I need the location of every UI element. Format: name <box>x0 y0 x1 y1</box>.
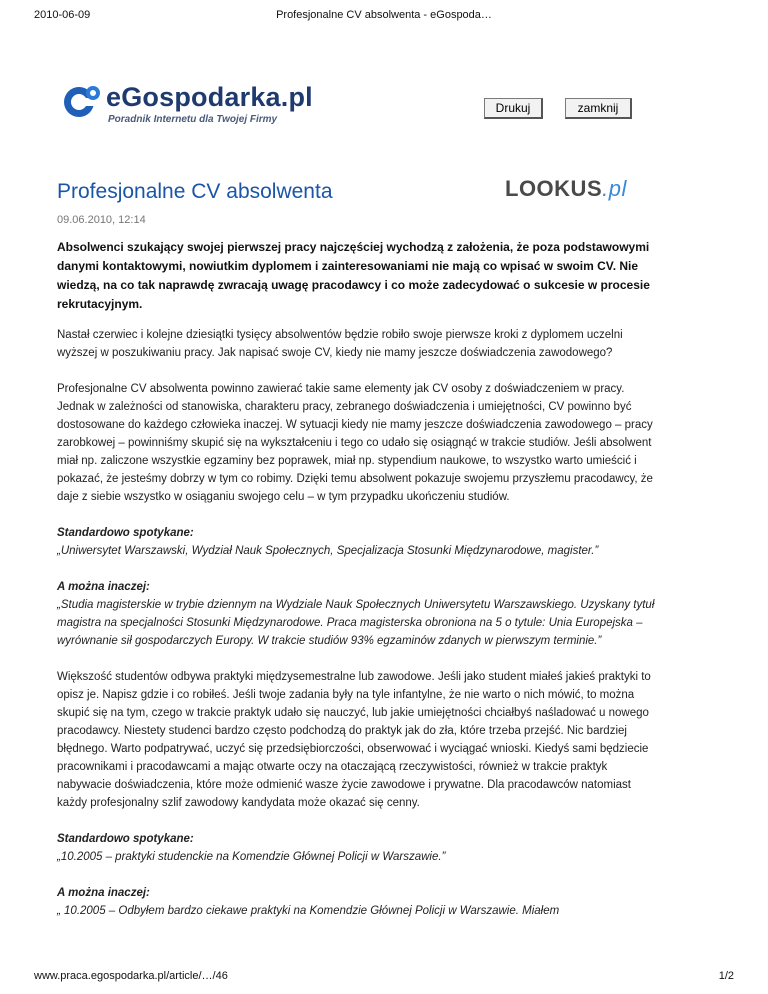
article-date: 09.06.2010, 12:14 <box>57 214 146 226</box>
sponsor-name: LOOKUS <box>505 176 603 201</box>
print-footer <box>34 970 734 986</box>
sponsor-logo[interactable] <box>505 176 627 202</box>
section-quote-4: „ 10.2005 – Odbyłem bardzo ciekawe praktyki na Komendzie Głównej Policji w Warszawie. Miałem <box>57 905 560 917</box>
egospodarka-logo-icon <box>62 82 102 122</box>
section-quote-2: „Studia magisterskie w trybie dziennym na Wydziale Nauk Społecznych Uniwersytetu Warszawskiego. Uzyskany tytuł magistra na specjalności Stosunki Międzynarodowe. Praca magisterska obroniona na 5 o tytule: Unia Europejska – wyrównanie sił gospodarczych Europy. W trakcie studiów 93% egzaminów zdanych w pierwszym terminie.” <box>57 599 655 647</box>
section-heading-2: A można inaczej: <box>57 581 150 593</box>
logo-tagline: Poradnik Internetu dla Twojej Firmy <box>108 114 278 125</box>
article-body <box>57 238 657 938</box>
section-heading-3: Standardowo spotykane: <box>57 833 194 845</box>
paragraph-1: Nastał czerwiec i kolejne dziesiątki tysięcy absolwentów będzie robiło swoje pierwsze kroki z dyplomem uczelni wyższej w poszukiwaniu pracy. Jak napisać swoje CV, kiedy nie mamy jeszcze doświadczenia zawodowego? <box>57 329 623 359</box>
paragraph-3: Większość studentów odbywa praktyki międzysemestralne lub zawodowe. Jeśli jako student miałeś jakieś praktyki to opisz je. Napisz gdzie i co robiłeś. Jeśli twoje zadania były na tyle infantylne, że nie warto o nich mówić, to można skupić się na tym, czego w trakcie praktyk udało się nauczyć, lub jakie umiejętności chciałbyś naśladować u nowego pracodawcy. Niestety studenci bardzo często podchodzą do praktyk jak do zła, które trzeba przejść. Nic bardziej błędnego. Warto podpatrywać, uczyć się przedsiębiorczości, obserwować i wyciągać wnioski. Kiedyś sami będziecie pracownikami i pracodawcami a mając otwarte oczy na otaczającą rzeczywistości, również w trakcie praktyk nabywacie doświadczenia, które może odmienić wasze życie zawodowe i prywatne. Dla pracodawców natomiast każdy profesjonalny szlif zawodowy kandydata może okazać się cenny. <box>57 671 651 809</box>
print-button[interactable]: Drukuj <box>484 98 543 119</box>
sponsor-suffix: .pl <box>602 176 627 201</box>
section-heading-4: A można inaczej: <box>57 887 150 899</box>
print-url: www.praca.egospodarka.pl/article/…/46 <box>34 970 228 982</box>
site-logo[interactable] <box>62 80 342 132</box>
article-title: Profesjonalne CV absolwenta <box>57 180 333 203</box>
section-heading-1: Standardowo spotykane: <box>57 527 194 539</box>
print-date: 2010-06-09 <box>34 9 91 21</box>
close-button[interactable]: zamknij <box>565 98 632 119</box>
page-number: 1/2 <box>718 970 734 982</box>
section-quote-3: „10.2005 – praktyki studenckie na Komendzie Głównej Policji w Warszawie.” <box>57 851 446 863</box>
article-lead: Absolwenci szukający swojej pierwszej pracy najczęściej wychodzą z założenia, że poza podstawowymi danymi kontaktowymi, nowiutkim dyplomem i zainteresowaniami nie mają co wpisać w swoim CV. Nie wiedzą, na co tak naprawdę zwracają uwagę pracodawcy i co może zadecydować o sukcesie w procesie rekrutacyjnym. <box>57 240 650 311</box>
logo-name: eGospodarka.pl <box>106 82 313 112</box>
print-page-title: Profesjonalne CV absolwenta - eGospoda… <box>276 9 492 21</box>
paragraph-2: Profesjonalne CV absolwenta powinno zawierać takie same elementy jak CV osoby z doświadczeniem w pracy. Jednak w zależności od stanowiska, charakteru pracy, zebranego doświadczenia i umiejętności, CV powinno być dostosowane do każdego człowieka inaczej. W sytuacji kiedy nie mamy jeszcze doświadczenia zawodowego – pracy zarobkowej – powinniśmy skupić się na wykształceniu i tego co udało się osiągnąć w trakcie studiów. Jeśli absolwent miał np. zaliczone wszystkie egzaminy bez poprawek, miał np. stypendium naukowe, to wszystko warto umieścić i pokazać, że jesteśmy dobrzy w tym co robimy. Dzięki temu absolwent pokazuje swojemu przyszłemu pracodawcy, że daje z siebie wszystko w osiąganiu swojego celu – w tym przypadku ukończeniu studiów. <box>57 383 653 503</box>
print-header <box>34 9 734 25</box>
section-quote-1: „Uniwersytet Warszawski, Wydział Nauk Społecznych, Specjalizacja Stosunki Międzynarodowe, magister.” <box>57 545 599 557</box>
